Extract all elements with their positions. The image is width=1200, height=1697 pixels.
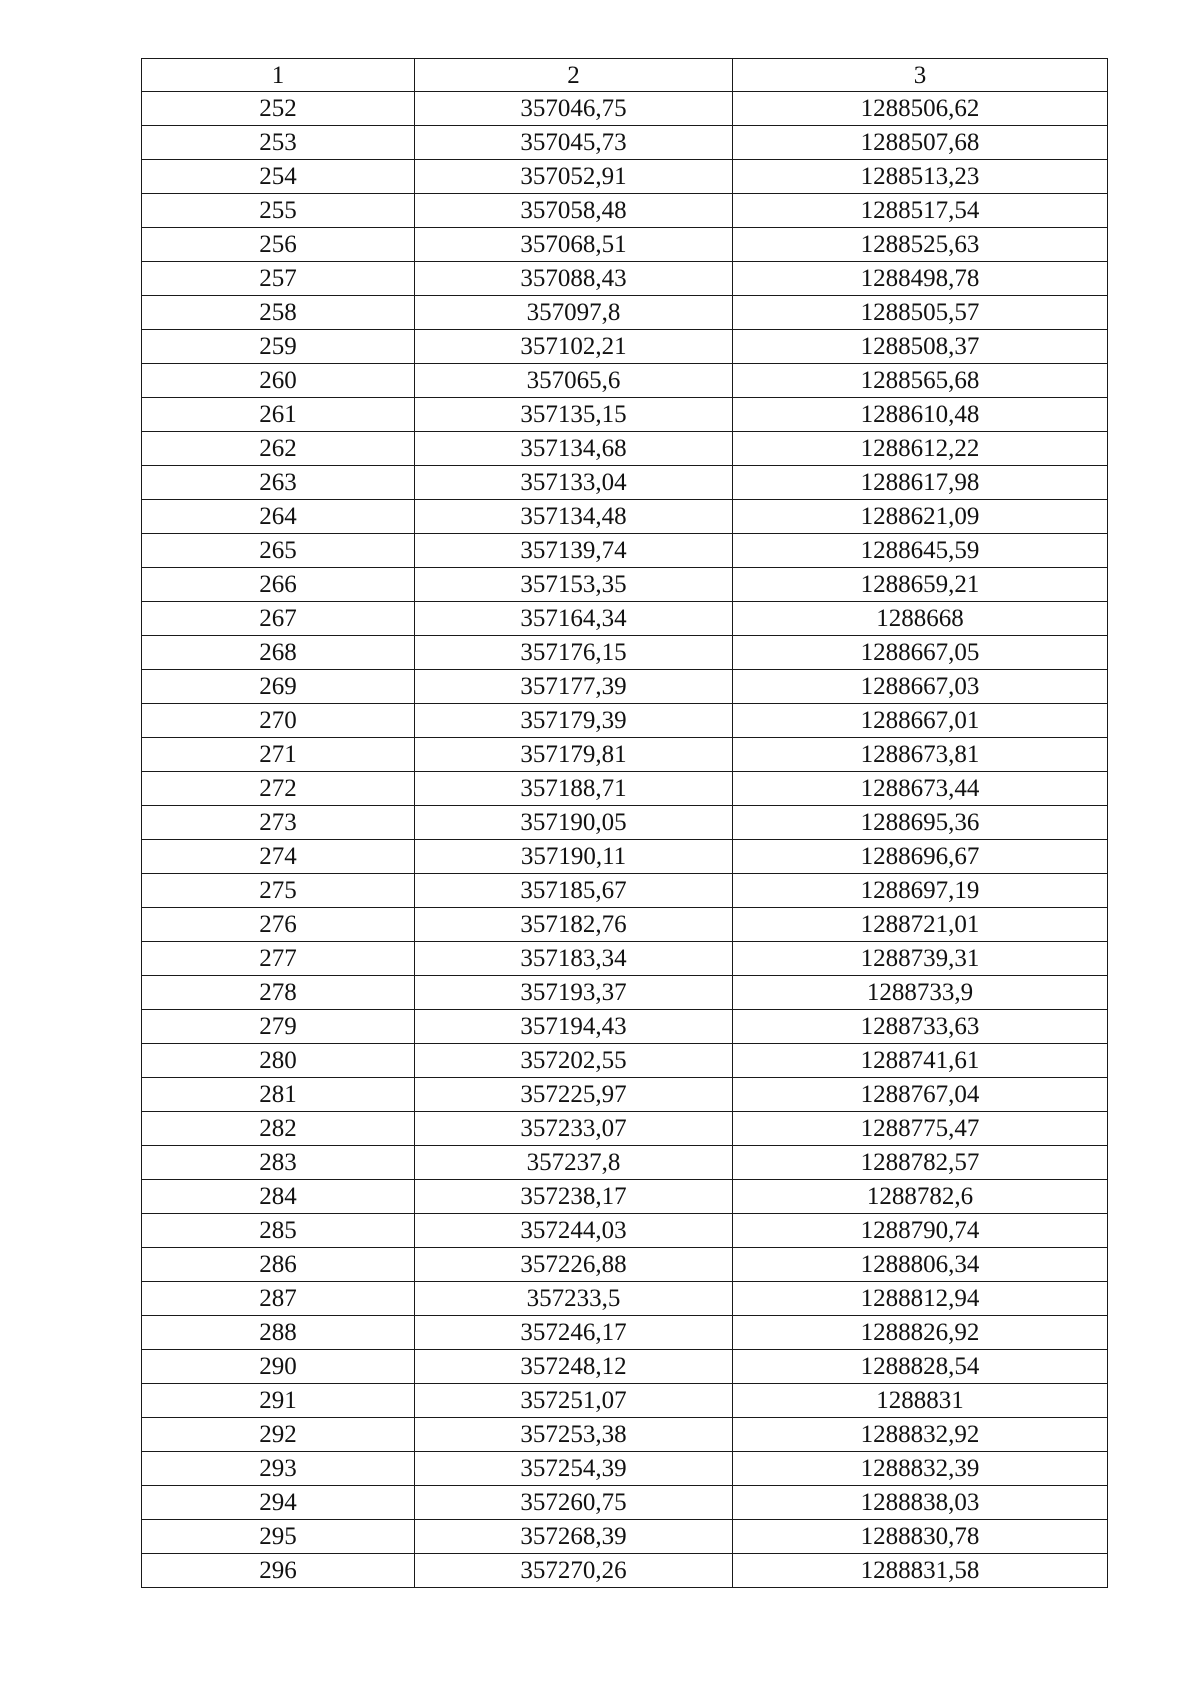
cell-x: 357270,26 <box>415 1554 733 1588</box>
cell-y: 1288621,09 <box>733 500 1108 534</box>
cell-point-number: 275 <box>142 874 415 908</box>
cell-y: 1288668 <box>733 602 1108 636</box>
table-row <box>142 160 1108 194</box>
table-row <box>142 466 1108 500</box>
cell-point-number: 269 <box>142 670 415 704</box>
cell-x: 357190,05 <box>415 806 733 840</box>
cell-point-number: 270 <box>142 704 415 738</box>
cell-point-number: 276 <box>142 908 415 942</box>
table-row <box>142 1010 1108 1044</box>
table-row <box>142 1384 1108 1418</box>
table-row <box>142 874 1108 908</box>
cell-y: 1288832,39 <box>733 1452 1108 1486</box>
cell-x: 357135,15 <box>415 398 733 432</box>
cell-x: 357088,43 <box>415 262 733 296</box>
cell-y: 1288673,44 <box>733 772 1108 806</box>
cell-point-number: 263 <box>142 466 415 500</box>
cell-x: 357248,12 <box>415 1350 733 1384</box>
cell-x: 357202,55 <box>415 1044 733 1078</box>
cell-y: 1288506,62 <box>733 92 1108 126</box>
cell-x: 357153,35 <box>415 568 733 602</box>
cell-point-number: 285 <box>142 1214 415 1248</box>
table-row <box>142 1180 1108 1214</box>
cell-x: 357179,81 <box>415 738 733 772</box>
table-row <box>142 126 1108 160</box>
cell-y: 1288498,78 <box>733 262 1108 296</box>
cell-point-number: 264 <box>142 500 415 534</box>
cell-point-number: 272 <box>142 772 415 806</box>
cell-x: 357164,34 <box>415 602 733 636</box>
cell-x: 357226,88 <box>415 1248 733 1282</box>
table-row <box>142 1520 1108 1554</box>
table-row <box>142 908 1108 942</box>
table-header <box>142 59 1108 92</box>
cell-x: 357251,07 <box>415 1384 733 1418</box>
cell-y: 1288775,47 <box>733 1112 1108 1146</box>
cell-y: 1288695,36 <box>733 806 1108 840</box>
cell-x: 357194,43 <box>415 1010 733 1044</box>
cell-y: 1288838,03 <box>733 1486 1108 1520</box>
table-row <box>142 704 1108 738</box>
cell-y: 1288696,67 <box>733 840 1108 874</box>
cell-x: 357183,34 <box>415 942 733 976</box>
cell-point-number: 277 <box>142 942 415 976</box>
cell-point-number: 291 <box>142 1384 415 1418</box>
cell-y: 1288505,57 <box>733 296 1108 330</box>
cell-point-number: 288 <box>142 1316 415 1350</box>
cell-x: 357065,6 <box>415 364 733 398</box>
cell-point-number: 265 <box>142 534 415 568</box>
cell-x: 357097,8 <box>415 296 733 330</box>
cell-point-number: 294 <box>142 1486 415 1520</box>
cell-y: 1288828,54 <box>733 1350 1108 1384</box>
cell-point-number: 254 <box>142 160 415 194</box>
cell-y: 1288645,59 <box>733 534 1108 568</box>
cell-x: 357190,11 <box>415 840 733 874</box>
cell-x: 357244,03 <box>415 1214 733 1248</box>
table-row <box>142 262 1108 296</box>
table-row <box>142 1554 1108 1588</box>
cell-point-number: 271 <box>142 738 415 772</box>
cell-point-number: 273 <box>142 806 415 840</box>
table-row <box>142 534 1108 568</box>
cell-point-number: 287 <box>142 1282 415 1316</box>
cell-x: 357134,48 <box>415 500 733 534</box>
cell-x: 357188,71 <box>415 772 733 806</box>
cell-y: 1288508,37 <box>733 330 1108 364</box>
cell-y: 1288790,74 <box>733 1214 1108 1248</box>
cell-x: 357185,67 <box>415 874 733 908</box>
cell-x: 357139,74 <box>415 534 733 568</box>
table-row <box>142 92 1108 126</box>
cell-y: 1288513,23 <box>733 160 1108 194</box>
cell-point-number: 260 <box>142 364 415 398</box>
cell-point-number: 268 <box>142 636 415 670</box>
cell-y: 1288667,01 <box>733 704 1108 738</box>
cell-x: 357052,91 <box>415 160 733 194</box>
table-row <box>142 1486 1108 1520</box>
cell-point-number: 286 <box>142 1248 415 1282</box>
cell-point-number: 257 <box>142 262 415 296</box>
cell-point-number: 252 <box>142 92 415 126</box>
table-row <box>142 500 1108 534</box>
header-cell-point-number: 1 <box>142 59 415 92</box>
cell-y: 1288739,31 <box>733 942 1108 976</box>
cell-x: 357260,75 <box>415 1486 733 1520</box>
cell-x: 357246,17 <box>415 1316 733 1350</box>
cell-point-number: 274 <box>142 840 415 874</box>
cell-point-number: 261 <box>142 398 415 432</box>
cell-y: 1288667,05 <box>733 636 1108 670</box>
table-row <box>142 840 1108 874</box>
cell-point-number: 282 <box>142 1112 415 1146</box>
cell-point-number: 278 <box>142 976 415 1010</box>
cell-point-number: 281 <box>142 1078 415 1112</box>
table-row <box>142 432 1108 466</box>
cell-point-number: 293 <box>142 1452 415 1486</box>
cell-y: 1288832,92 <box>733 1418 1108 1452</box>
cell-x: 357058,48 <box>415 194 733 228</box>
cell-point-number: 255 <box>142 194 415 228</box>
table-row <box>142 1418 1108 1452</box>
cell-point-number: 283 <box>142 1146 415 1180</box>
cell-point-number: 295 <box>142 1520 415 1554</box>
cell-point-number: 279 <box>142 1010 415 1044</box>
table-row <box>142 602 1108 636</box>
cell-x: 357182,76 <box>415 908 733 942</box>
cell-y: 1288667,03 <box>733 670 1108 704</box>
table-row <box>142 976 1108 1010</box>
table-row <box>142 1146 1108 1180</box>
cell-point-number: 262 <box>142 432 415 466</box>
table-row <box>142 1214 1108 1248</box>
cell-y: 1288831 <box>733 1384 1108 1418</box>
cell-y: 1288830,78 <box>733 1520 1108 1554</box>
cell-x: 357254,39 <box>415 1452 733 1486</box>
cell-x: 357253,38 <box>415 1418 733 1452</box>
cell-point-number: 296 <box>142 1554 415 1588</box>
cell-point-number: 280 <box>142 1044 415 1078</box>
header-cell-y: 3 <box>733 59 1108 92</box>
cell-x: 357233,5 <box>415 1282 733 1316</box>
table-row <box>142 806 1108 840</box>
cell-point-number: 256 <box>142 228 415 262</box>
cell-point-number: 267 <box>142 602 415 636</box>
table-row <box>142 330 1108 364</box>
table-row <box>142 228 1108 262</box>
cell-point-number: 259 <box>142 330 415 364</box>
table-row <box>142 1282 1108 1316</box>
table-row <box>142 670 1108 704</box>
coordinates-table <box>141 58 1108 1588</box>
table-row <box>142 1112 1108 1146</box>
cell-point-number: 258 <box>142 296 415 330</box>
table-row <box>142 636 1108 670</box>
cell-y: 1288617,98 <box>733 466 1108 500</box>
cell-y: 1288782,57 <box>733 1146 1108 1180</box>
cell-y: 1288697,19 <box>733 874 1108 908</box>
cell-point-number: 266 <box>142 568 415 602</box>
table-row <box>142 1452 1108 1486</box>
table-row <box>142 568 1108 602</box>
table-body <box>142 92 1108 1588</box>
cell-x: 357176,15 <box>415 636 733 670</box>
table-row <box>142 398 1108 432</box>
cell-x: 357233,07 <box>415 1112 733 1146</box>
cell-point-number: 253 <box>142 126 415 160</box>
table-row <box>142 738 1108 772</box>
header-cell-x: 2 <box>415 59 733 92</box>
cell-y: 1288517,54 <box>733 194 1108 228</box>
table-row <box>142 1316 1108 1350</box>
table-row <box>142 1248 1108 1282</box>
cell-x: 357133,04 <box>415 466 733 500</box>
cell-x: 357193,37 <box>415 976 733 1010</box>
table-row <box>142 942 1108 976</box>
cell-y: 1288767,04 <box>733 1078 1108 1112</box>
cell-y: 1288721,01 <box>733 908 1108 942</box>
cell-y: 1288525,63 <box>733 228 1108 262</box>
cell-y: 1288565,68 <box>733 364 1108 398</box>
cell-y: 1288612,22 <box>733 432 1108 466</box>
table-row <box>142 1078 1108 1112</box>
cell-x: 357068,51 <box>415 228 733 262</box>
cell-x: 357102,21 <box>415 330 733 364</box>
cell-x: 357134,68 <box>415 432 733 466</box>
cell-x: 357268,39 <box>415 1520 733 1554</box>
cell-point-number: 284 <box>142 1180 415 1214</box>
cell-y: 1288826,92 <box>733 1316 1108 1350</box>
table-row <box>142 772 1108 806</box>
cell-y: 1288831,58 <box>733 1554 1108 1588</box>
cell-y: 1288507,68 <box>733 126 1108 160</box>
table-row <box>142 296 1108 330</box>
cell-point-number: 290 <box>142 1350 415 1384</box>
cell-y: 1288610,48 <box>733 398 1108 432</box>
cell-x: 357177,39 <box>415 670 733 704</box>
cell-y: 1288812,94 <box>733 1282 1108 1316</box>
cell-y: 1288782,6 <box>733 1180 1108 1214</box>
cell-x: 357238,17 <box>415 1180 733 1214</box>
cell-x: 357225,97 <box>415 1078 733 1112</box>
table-row <box>142 1350 1108 1384</box>
header-row <box>142 59 1108 92</box>
table-row <box>142 194 1108 228</box>
cell-y: 1288806,34 <box>733 1248 1108 1282</box>
cell-x: 357045,73 <box>415 126 733 160</box>
cell-x: 357237,8 <box>415 1146 733 1180</box>
cell-y: 1288733,9 <box>733 976 1108 1010</box>
cell-x: 357179,39 <box>415 704 733 738</box>
cell-y: 1288741,61 <box>733 1044 1108 1078</box>
cell-point-number: 292 <box>142 1418 415 1452</box>
table-row <box>142 364 1108 398</box>
cell-x: 357046,75 <box>415 92 733 126</box>
cell-y: 1288733,63 <box>733 1010 1108 1044</box>
table-row <box>142 1044 1108 1078</box>
cell-y: 1288659,21 <box>733 568 1108 602</box>
cell-y: 1288673,81 <box>733 738 1108 772</box>
